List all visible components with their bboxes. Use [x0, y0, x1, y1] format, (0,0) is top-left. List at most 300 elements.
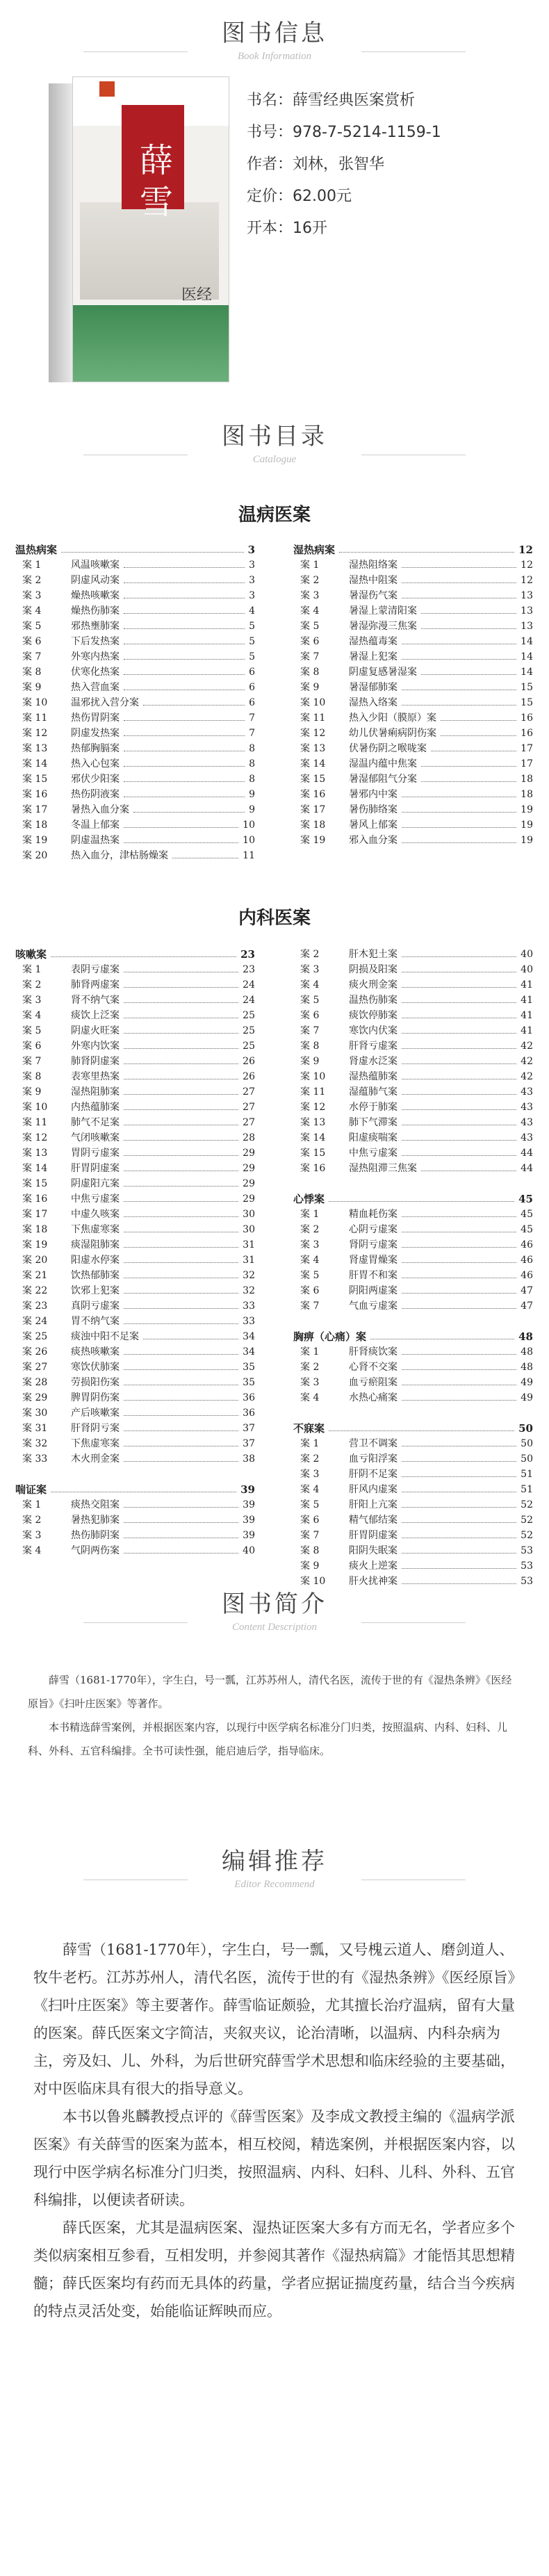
toc-leader-dots: [402, 1237, 516, 1248]
toc-case-number: 案 19: [22, 1239, 48, 1250]
toc-case-number: 案 3: [22, 1530, 42, 1541]
toc-case-number: 案 6: [300, 1010, 320, 1021]
toc-case-number: 案 7: [300, 1025, 320, 1036]
toc-case-number: 案 4: [300, 1392, 320, 1403]
toc-leader-dots: [124, 1237, 238, 1248]
toc-case-title: 暑热入血分案: [71, 804, 129, 815]
toc-leader-dots: [402, 649, 516, 660]
toc-case-number: 案 6: [300, 1285, 320, 1296]
toc-page-number: 11: [243, 850, 255, 861]
toc-page-number: 23: [240, 948, 255, 961]
toc-page-number: 14: [521, 651, 533, 662]
toc-case-title: 阴虚阳亢案: [71, 1178, 120, 1189]
toc-page-number: 46: [521, 1255, 533, 1266]
toc-entry: [293, 649, 533, 665]
toc-column-warm-right: [293, 542, 533, 848]
toc-leader-dots: [124, 1543, 238, 1554]
toc-page-number: 44: [521, 1163, 533, 1174]
toc-group-name: 胸痹（心痛）案: [293, 1330, 367, 1343]
toc-page-number: 9: [249, 789, 255, 800]
toc-entry: [293, 1008, 533, 1023]
toc-leader-dots: [124, 1314, 238, 1324]
toc-entry: [15, 1038, 255, 1054]
toc-entry: [15, 1054, 255, 1069]
toc-leader-dots: [124, 1421, 238, 1431]
toc-leader-dots: [172, 848, 238, 858]
toc-entry: [15, 603, 255, 619]
toc-case-title: 痰火上逆案: [349, 1560, 398, 1572]
toc-case-number: 案 14: [300, 1132, 326, 1143]
toc-case-number: 案 3: [300, 1239, 320, 1250]
toc-entry: [293, 756, 533, 772]
toc-case-title: 阴虚风动案: [71, 575, 120, 586]
toc-leader-dots: [329, 1421, 514, 1431]
toc-leader-dots: [402, 1344, 516, 1355]
toc-page-number: 43: [521, 1117, 533, 1128]
toc-page-number: 39: [243, 1499, 255, 1510]
toc-case-title: 阴虚火旺案: [71, 1025, 120, 1036]
book-info-subtitle: Book Information: [237, 51, 312, 62]
toc-entry: [15, 756, 255, 772]
toc-entry: [293, 1207, 533, 1222]
toc-case-title: 肾阴亏虚案: [349, 1239, 398, 1250]
toc-page-number: 48: [521, 1346, 533, 1358]
toc-case-number: 案 17: [300, 804, 326, 815]
toc-page-number: 53: [521, 1560, 533, 1572]
toc-entry: [15, 1069, 255, 1084]
toc-case-number: 案 9: [22, 1086, 42, 1098]
toc-case-title: 湿热蕴肺案: [349, 1071, 398, 1082]
toc-case-title: 肝阳上亢案: [349, 1499, 398, 1510]
toc-page-number: 13: [521, 605, 533, 617]
toc-leader-dots: [124, 1191, 238, 1202]
toc-entry: [15, 1405, 255, 1421]
toc-entry: [293, 588, 533, 603]
toc-leader-dots: [402, 634, 516, 644]
toc-case-title: 痰热交阻案: [71, 1499, 120, 1510]
toc-leader-dots: [402, 1023, 516, 1034]
toc-leader-dots: [402, 817, 516, 828]
toc-case-title: 湿蕴肺气案: [349, 1086, 398, 1098]
toc-leader-dots: [124, 1023, 238, 1034]
toc-page-number: 29: [243, 1178, 255, 1189]
toc-leader-dots: [421, 603, 516, 614]
toc-leader-dots: [124, 649, 245, 660]
toc-spacer: [293, 1314, 533, 1329]
toc-case-title: 暑湿郁肺案: [349, 682, 398, 693]
book-spine: [49, 83, 72, 382]
toc-case-title: 邪入血分案: [349, 835, 398, 846]
toc-case-title: 产后咳嗽案: [71, 1408, 120, 1419]
toc-case-number: 案 5: [22, 621, 42, 632]
toc-leader-dots: [431, 741, 516, 751]
toc-entry: [15, 1513, 255, 1528]
toc-page-number: 50: [521, 1453, 533, 1465]
toc-case-number: 案 8: [300, 1545, 320, 1556]
toc-group-heading: [15, 1482, 255, 1497]
toc-page-number: 8: [249, 758, 255, 769]
book-info-list: [247, 85, 525, 245]
toc-entry: [15, 726, 255, 741]
toc-leader-dots: [124, 1161, 238, 1171]
toc-page-number: 32: [243, 1285, 255, 1296]
toc-entry: [293, 772, 533, 787]
toc-entry: [293, 1467, 533, 1482]
book-info-header: [0, 14, 549, 63]
toc-case-number: 案 29: [22, 1392, 48, 1403]
toc-case-number: 案 10: [300, 1576, 326, 1587]
toc-case-number: 案 2: [300, 949, 320, 960]
toc-entry: [15, 1100, 255, 1115]
divider: [361, 51, 466, 52]
toc-case-number: 案 13: [22, 1148, 48, 1159]
toc-group-name: 不寐案: [293, 1422, 325, 1435]
toc-case-title: 营卫不调案: [349, 1438, 398, 1449]
toc-leader-dots: [402, 573, 516, 583]
toc-case-title: 表寒里热案: [71, 1071, 120, 1082]
toc-case-title: 痰湿阻肺案: [71, 1239, 120, 1250]
toc-case-title: 阳虚水停案: [71, 1255, 120, 1266]
toc-case-title: 湿热阻络案: [349, 560, 398, 571]
book-info-section: [0, 0, 549, 389]
info-price: 定价：62.00元: [247, 188, 352, 205]
toc-leader-dots: [402, 787, 516, 797]
toc-case-number: 案 12: [22, 1132, 48, 1143]
toc-page-number: 6: [249, 667, 255, 678]
toc-leader-dots: [402, 1054, 516, 1064]
toc-entry: [15, 1191, 255, 1207]
toc-leader-dots: [402, 1467, 516, 1477]
toc-leader-dots: [124, 1054, 238, 1064]
toc-leader-dots: [124, 1298, 238, 1309]
toc-entry: [293, 695, 533, 710]
toc-case-number: 案 5: [300, 1499, 320, 1510]
toc-page-number: 26: [243, 1071, 255, 1082]
toc-entry: [15, 1115, 255, 1130]
toc-case-title: 肝木犯土案: [349, 949, 398, 960]
toc-leader-dots: [124, 833, 238, 843]
divider: [83, 51, 188, 52]
toc-page-number: 41: [521, 1025, 533, 1036]
toc-page-number: 3: [249, 560, 255, 571]
toc-case-number: 案 31: [22, 1423, 48, 1434]
toc-case-title: 热入营血案: [71, 682, 120, 693]
toc-entry: [15, 588, 255, 603]
toc-page-number: 40: [521, 949, 533, 960]
toc-entry: [15, 665, 255, 680]
toc-case-title: 精气郁结案: [349, 1515, 398, 1526]
toc-page-number: 32: [243, 1270, 255, 1281]
toc-case-title: 寒饮伏肺案: [71, 1362, 120, 1373]
toc-page-number: 4: [249, 605, 255, 617]
toc-case-number: 案 5: [300, 1270, 320, 1281]
toc-page-number: 40: [521, 964, 533, 975]
toc-case-number: 案 14: [300, 758, 326, 769]
intro-body: [28, 1668, 521, 1763]
toc-case-title: 暑邪内中案: [349, 789, 398, 800]
toc-case-title: 湿热入络案: [349, 697, 398, 708]
toc-leader-dots: [402, 1360, 516, 1370]
toc-case-title: 暑风上郁案: [349, 820, 398, 831]
toc-case-title: 真阴亏虚案: [71, 1301, 120, 1312]
toc-group-name: 温热病案: [15, 544, 58, 556]
toc-case-number: 案 12: [300, 728, 326, 739]
info-isbn: 书号：978-7-5214-1159-1: [247, 124, 441, 141]
toc-leader-dots: [402, 1451, 516, 1462]
toc-entry: [15, 1222, 255, 1237]
toc-case-title: 肝风内虚案: [349, 1484, 398, 1495]
toc-entry: [293, 1436, 533, 1451]
toc-page-number: 29: [243, 1148, 255, 1159]
toc-case-number: 案 11: [300, 712, 326, 724]
intro-title: 图书简介: [222, 1590, 327, 1618]
toc-case-title: 肝火扰神案: [349, 1576, 398, 1587]
toc-page-number: 15: [521, 697, 533, 708]
toc-case-number: 案 8: [300, 667, 320, 678]
toc-case-number: 案 16: [22, 1193, 48, 1205]
toc-case-number: 案 8: [22, 667, 42, 678]
toc-case-title: 脾胃阴伤案: [71, 1392, 120, 1403]
toc-entry: [15, 680, 255, 695]
toc-page-number: 25: [243, 1010, 255, 1021]
toc-case-title: 冬温上郁案: [71, 820, 120, 831]
toc-case-title: 气血亏虚案: [349, 1301, 398, 1312]
toc-case-title: 热入心包案: [71, 758, 120, 769]
toc-page-number: 19: [521, 804, 533, 815]
toc-case-number: 案 15: [300, 1148, 326, 1159]
toc-leader-dots: [124, 680, 245, 690]
toc-entry: [293, 1161, 533, 1176]
toc-leader-dots: [402, 977, 516, 988]
toc-entry: [293, 947, 533, 962]
toc-leader-dots: [441, 726, 516, 736]
toc-spacer: [293, 1405, 533, 1421]
toc-case-number: 案 10: [300, 697, 326, 708]
toc-page-number: 23: [243, 964, 255, 975]
toc-entry: [293, 1528, 533, 1543]
toc-page-number: 47: [521, 1285, 533, 1296]
toc-leader-dots: [402, 1207, 516, 1217]
cover-title: 薛雪: [139, 141, 173, 222]
toc-page-number: 45: [521, 1209, 533, 1220]
intro-paragraph: 薛雪（1681-1770年），字生白，号一瓢，江苏苏州人，清代名医，流传于世的有《湿热条辨》《医经原旨》《扫叶庄医案》等著作。: [28, 1674, 512, 1710]
toc-case-title: 暑湿弥漫三焦案: [349, 621, 417, 632]
toc-page-number: 27: [243, 1117, 255, 1128]
toc-entry: [15, 649, 255, 665]
toc-entry: [293, 1283, 533, 1298]
toc-spacer: [15, 1467, 255, 1482]
toc-case-number: 案 10: [22, 1102, 48, 1113]
toc-leader-dots: [124, 588, 245, 598]
toc-page-number: 47: [521, 1301, 533, 1312]
toc-entry: [293, 741, 533, 756]
toc-page-number: 45: [521, 1224, 533, 1235]
toc-leader-dots: [51, 947, 236, 957]
toc-entry: [15, 710, 255, 726]
toc-entry: [293, 1054, 533, 1069]
toc-page-number: 5: [249, 636, 255, 647]
toc-case-number: 案 2: [22, 575, 42, 586]
toc-entry: [293, 787, 533, 802]
toc-column-internal-right: [293, 947, 533, 1589]
toc-page-number: 28: [243, 1132, 255, 1143]
toc-page-number: 30: [243, 1224, 255, 1235]
toc-case-number: 案 16: [300, 1163, 326, 1174]
toc-case-number: 案 5: [300, 621, 320, 632]
toc-case-title: 湿温内蕴中焦案: [349, 758, 417, 769]
toc-leader-dots: [421, 772, 516, 782]
toc-case-title: 痰饮上泛案: [71, 1010, 120, 1021]
toc-case-number: 案 8: [22, 1071, 42, 1082]
toc-entry: [293, 619, 533, 634]
toc-page-number: 41: [521, 995, 533, 1006]
toc-leader-dots: [133, 802, 245, 813]
toc-leader-dots: [124, 1084, 238, 1095]
toc-page-number: 31: [243, 1239, 255, 1250]
rec-body: [33, 1936, 520, 2325]
toc-page-number: 39: [243, 1515, 255, 1526]
toc-leader-dots: [402, 802, 516, 813]
toc-entry: [15, 1008, 255, 1023]
toc-case-title: 湿热阻滞三焦案: [349, 1163, 417, 1174]
toc-case-number: 案 26: [22, 1346, 48, 1358]
toc-page-number: 41: [521, 979, 533, 991]
toc-case-number: 案 3: [300, 964, 320, 975]
toc-entry: [15, 557, 255, 573]
toc-column-internal-left: [15, 947, 255, 1558]
toc-entry: [15, 817, 255, 833]
toc-case-title: 暑湿郁阻气分案: [349, 774, 417, 785]
toc-case-number: 案 15: [22, 1178, 48, 1189]
toc-case-number: 案 13: [22, 743, 48, 754]
toc-entry: [15, 772, 255, 787]
toc-case-title: 气闭咳嗽案: [71, 1132, 120, 1143]
toc-case-title: 血亏瘀阻案: [349, 1377, 398, 1388]
toc-entry: [293, 680, 533, 695]
toc-page-number: 50: [521, 1438, 533, 1449]
toc-page-number: 14: [521, 636, 533, 647]
toc-case-number: 案 3: [22, 995, 42, 1006]
toc-case-title: 下后发热案: [71, 636, 120, 647]
toc-case-title: 阴阳两虚案: [349, 1285, 398, 1296]
toc-entry: [293, 665, 533, 680]
toc-case-title: 寒饮内伏案: [349, 1025, 398, 1036]
toc-entry: [293, 802, 533, 817]
toc-page-number: 36: [243, 1392, 255, 1403]
toc-page-number: 42: [521, 1056, 533, 1067]
toc-entry: [293, 1038, 533, 1054]
toc-leader-dots: [441, 710, 516, 721]
toc-leader-dots: [329, 1191, 514, 1202]
toc-page-number: 43: [521, 1132, 533, 1143]
toc-leader-dots: [402, 1100, 516, 1110]
toc-case-title: 痰浊中阳不足案: [71, 1331, 139, 1342]
toc-page-number: 30: [243, 1209, 255, 1220]
toc-leader-dots: [124, 1497, 238, 1508]
toc-leader-dots: [421, 756, 516, 767]
toc-entry: [293, 1100, 533, 1115]
toc-page-number: 35: [243, 1377, 255, 1388]
toc-entry: [293, 1237, 533, 1253]
toc-group-heading: [15, 542, 255, 557]
toc-page-number: 52: [521, 1530, 533, 1541]
toc-entry: [293, 1023, 533, 1038]
toc-entry: [15, 1314, 255, 1329]
toc-page-number: 42: [521, 1071, 533, 1082]
toc-case-number: 案 6: [300, 636, 320, 647]
toc-case-number: 案 3: [300, 590, 320, 601]
toc-page-number: 19: [521, 820, 533, 831]
toc-case-number: 案 7: [300, 1530, 320, 1541]
toc-case-title: 肝肾痰饮案: [349, 1346, 398, 1358]
toc-leader-dots: [402, 680, 516, 690]
toc-leader-dots: [124, 1130, 238, 1141]
toc-case-number: 案 1: [300, 560, 320, 571]
toc-case-title: 伏暑伤阴之喉咙案: [349, 743, 427, 754]
toc-page-number: 7: [249, 712, 255, 724]
toc-case-number: 案 9: [300, 682, 320, 693]
toc-entry: [293, 1497, 533, 1513]
toc-case-title: 劳损阳伤案: [71, 1377, 120, 1388]
toc-case-number: 案 2: [22, 1515, 42, 1526]
toc-case-number: 案 11: [300, 1086, 326, 1098]
cover-subtitle: 医经: [181, 286, 212, 304]
toc-page-number: 16: [521, 712, 533, 724]
toc-leader-dots: [402, 1543, 516, 1554]
toc-case-title: 外寒内饮案: [71, 1041, 120, 1052]
toc-entry: [293, 1298, 533, 1314]
toc-leader-dots: [124, 573, 245, 583]
toc-page-number: 27: [243, 1102, 255, 1113]
toc-page-number: 40: [243, 1545, 255, 1556]
toc-page-number: 41: [521, 1010, 533, 1021]
info-book-name: 书名：薛雪经典医案赏析: [247, 92, 416, 109]
toc-case-title: 阳虚痰喘案: [349, 1132, 398, 1143]
toc-case-number: 案 20: [22, 1255, 48, 1266]
toc-case-number: 案 2: [300, 575, 320, 586]
toc-leader-dots: [402, 1038, 516, 1049]
toc-leader-dots: [402, 1253, 516, 1263]
toc-leader-dots: [421, 665, 516, 675]
toc-entry: [15, 1528, 255, 1543]
toc-entry: [15, 977, 255, 993]
toc-case-title: 暑湿上犯案: [349, 651, 398, 662]
toc-case-title: 肾虚水泛案: [349, 1056, 398, 1067]
toc-case-title: 内热蕴肺案: [71, 1102, 120, 1113]
toc-case-number: 案 21: [22, 1270, 48, 1281]
toc-leader-dots: [402, 1008, 516, 1018]
toc-entry: [293, 1390, 533, 1405]
toc-case-number: 案 7: [300, 651, 320, 662]
toc-entry: [15, 1207, 255, 1222]
toc-case-title: 湿热阻肺案: [71, 1086, 120, 1098]
rec-title: 编辑推荐: [222, 1848, 327, 1875]
toc-case-title: 肺肾两虚案: [71, 979, 120, 991]
toc-entry: [293, 1558, 533, 1574]
toc-leader-dots: [124, 787, 245, 797]
toc-case-title: 下焦虚寒案: [71, 1224, 120, 1235]
toc-page-number: 6: [249, 697, 255, 708]
toc-case-title: 饮热郁肺案: [71, 1270, 120, 1281]
toc-case-number: 案 19: [300, 835, 326, 846]
toc-page-number: 6: [249, 682, 255, 693]
toc-entry: [293, 1115, 533, 1130]
toc-leader-dots: [124, 993, 238, 1003]
toc-entry: [15, 1436, 255, 1451]
toc-leader-dots: [124, 557, 245, 568]
toc-leader-dots: [124, 710, 245, 721]
toc-leader-dots: [402, 833, 516, 843]
